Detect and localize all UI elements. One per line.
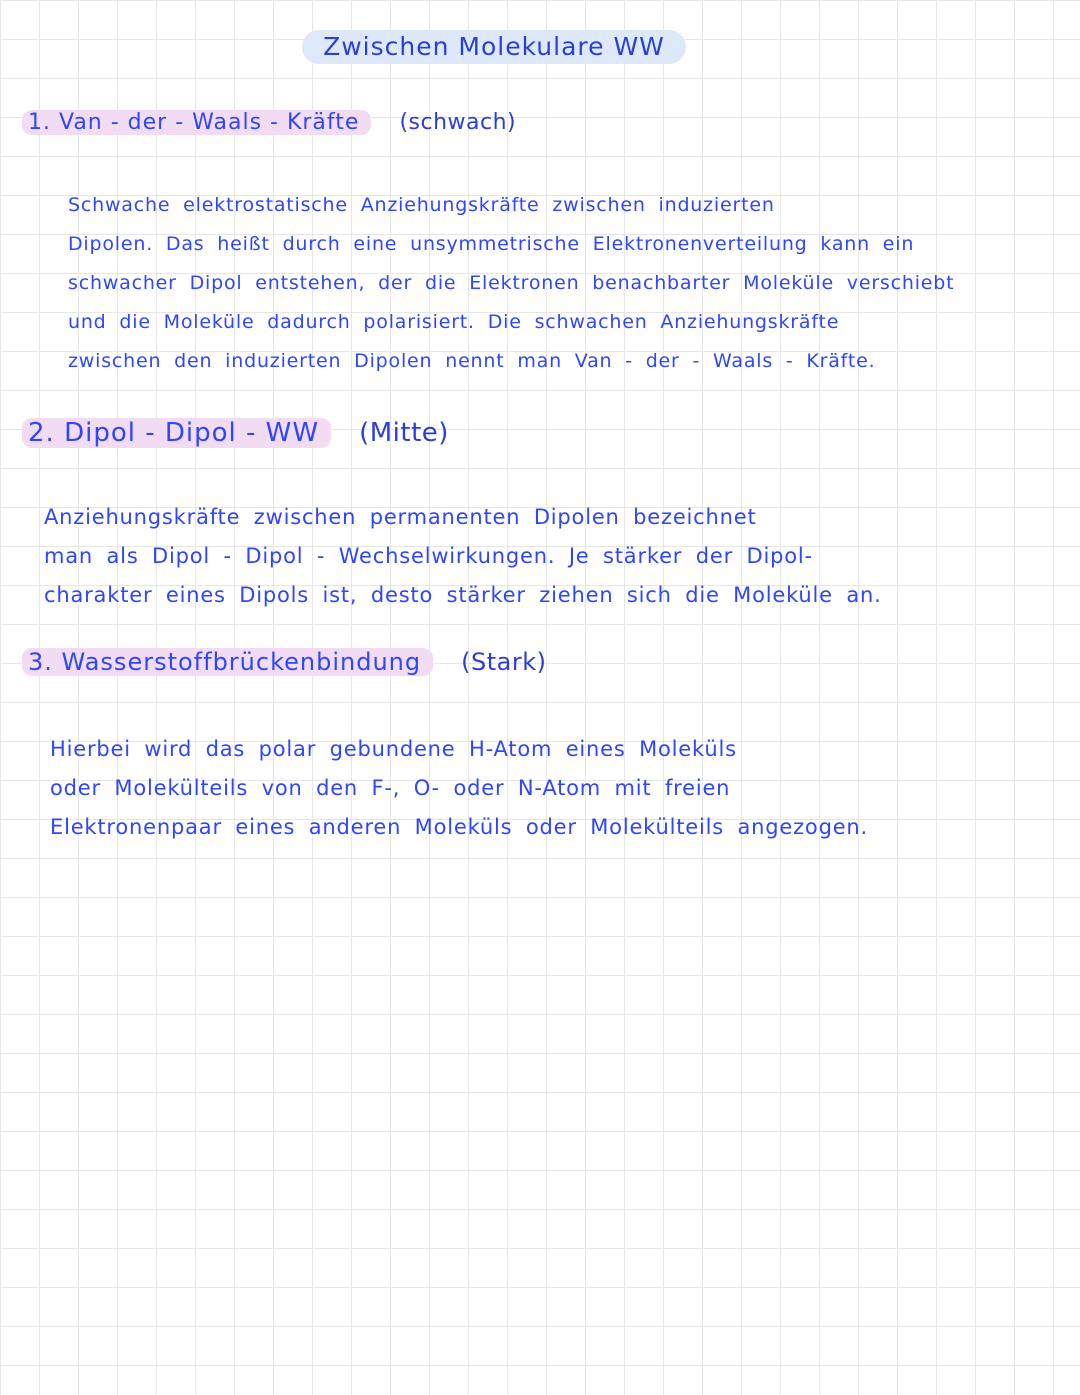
paragraph-line: charakter eines Dipols ist, desto stärker ziehen sich die Moleküle an. (44, 583, 882, 607)
section-heading-text: 3. Wasserstoffbrückenbindung (22, 648, 433, 676)
section-strength-note: (schwach) (399, 110, 517, 135)
paragraph-line: oder Molekülteils von den F-, O- oder N-Atom mit freien (50, 776, 731, 800)
paragraph-line: Dipolen. Das heißt durch eine unsymmetrische Elektronenverteilung kann ein (68, 233, 915, 255)
paragraph-line: Hierbei wird das polar gebundene H-Atom eines Moleküls (50, 737, 737, 761)
paragraph-line: zwischen den induzierten Dipolen nennt man Van - der - Waals - Kräfte. (68, 350, 876, 372)
paragraph-line: schwacher Dipol entstehen, der die Elektronen benachbarter Moleküle verschiebt (68, 272, 955, 294)
section-heading-van-der-waals (22, 110, 516, 135)
section-heading-dipol-dipol (22, 418, 449, 448)
section-heading-text: 2. Dipol - Dipol - WW (22, 418, 331, 448)
section-paragraph-van-der-waals (68, 186, 954, 381)
section-strength-note: (Stark) (461, 648, 547, 676)
paragraph-line: Schwache elektrostatische Anziehungskräfte zwischen induzierten (68, 194, 775, 216)
paragraph-line: Anziehungskräfte zwischen permanenten Dipolen bezeichnet (44, 505, 757, 529)
section-heading-wasserstoffbruecken (22, 648, 546, 676)
paragraph-line: und die Moleküle dadurch polarisiert. Die schwachen Anziehungskräfte (68, 311, 840, 333)
section-paragraph-wasserstoffbruecken (50, 730, 868, 847)
paragraph-line: man als Dipol - Dipol - Wechselwirkungen. Je stärker der Dipol- (44, 544, 813, 568)
section-paragraph-dipol-dipol (44, 498, 882, 615)
paragraph-line: Elektronenpaar eines anderen Moleküls oder Molekülteils angezogen. (50, 815, 869, 839)
page-title: Zwischen Molekulare WW (302, 30, 686, 64)
section-strength-note: (Mitte) (359, 418, 449, 448)
section-heading-text: 1. Van - der - Waals - Kräfte (22, 110, 371, 135)
